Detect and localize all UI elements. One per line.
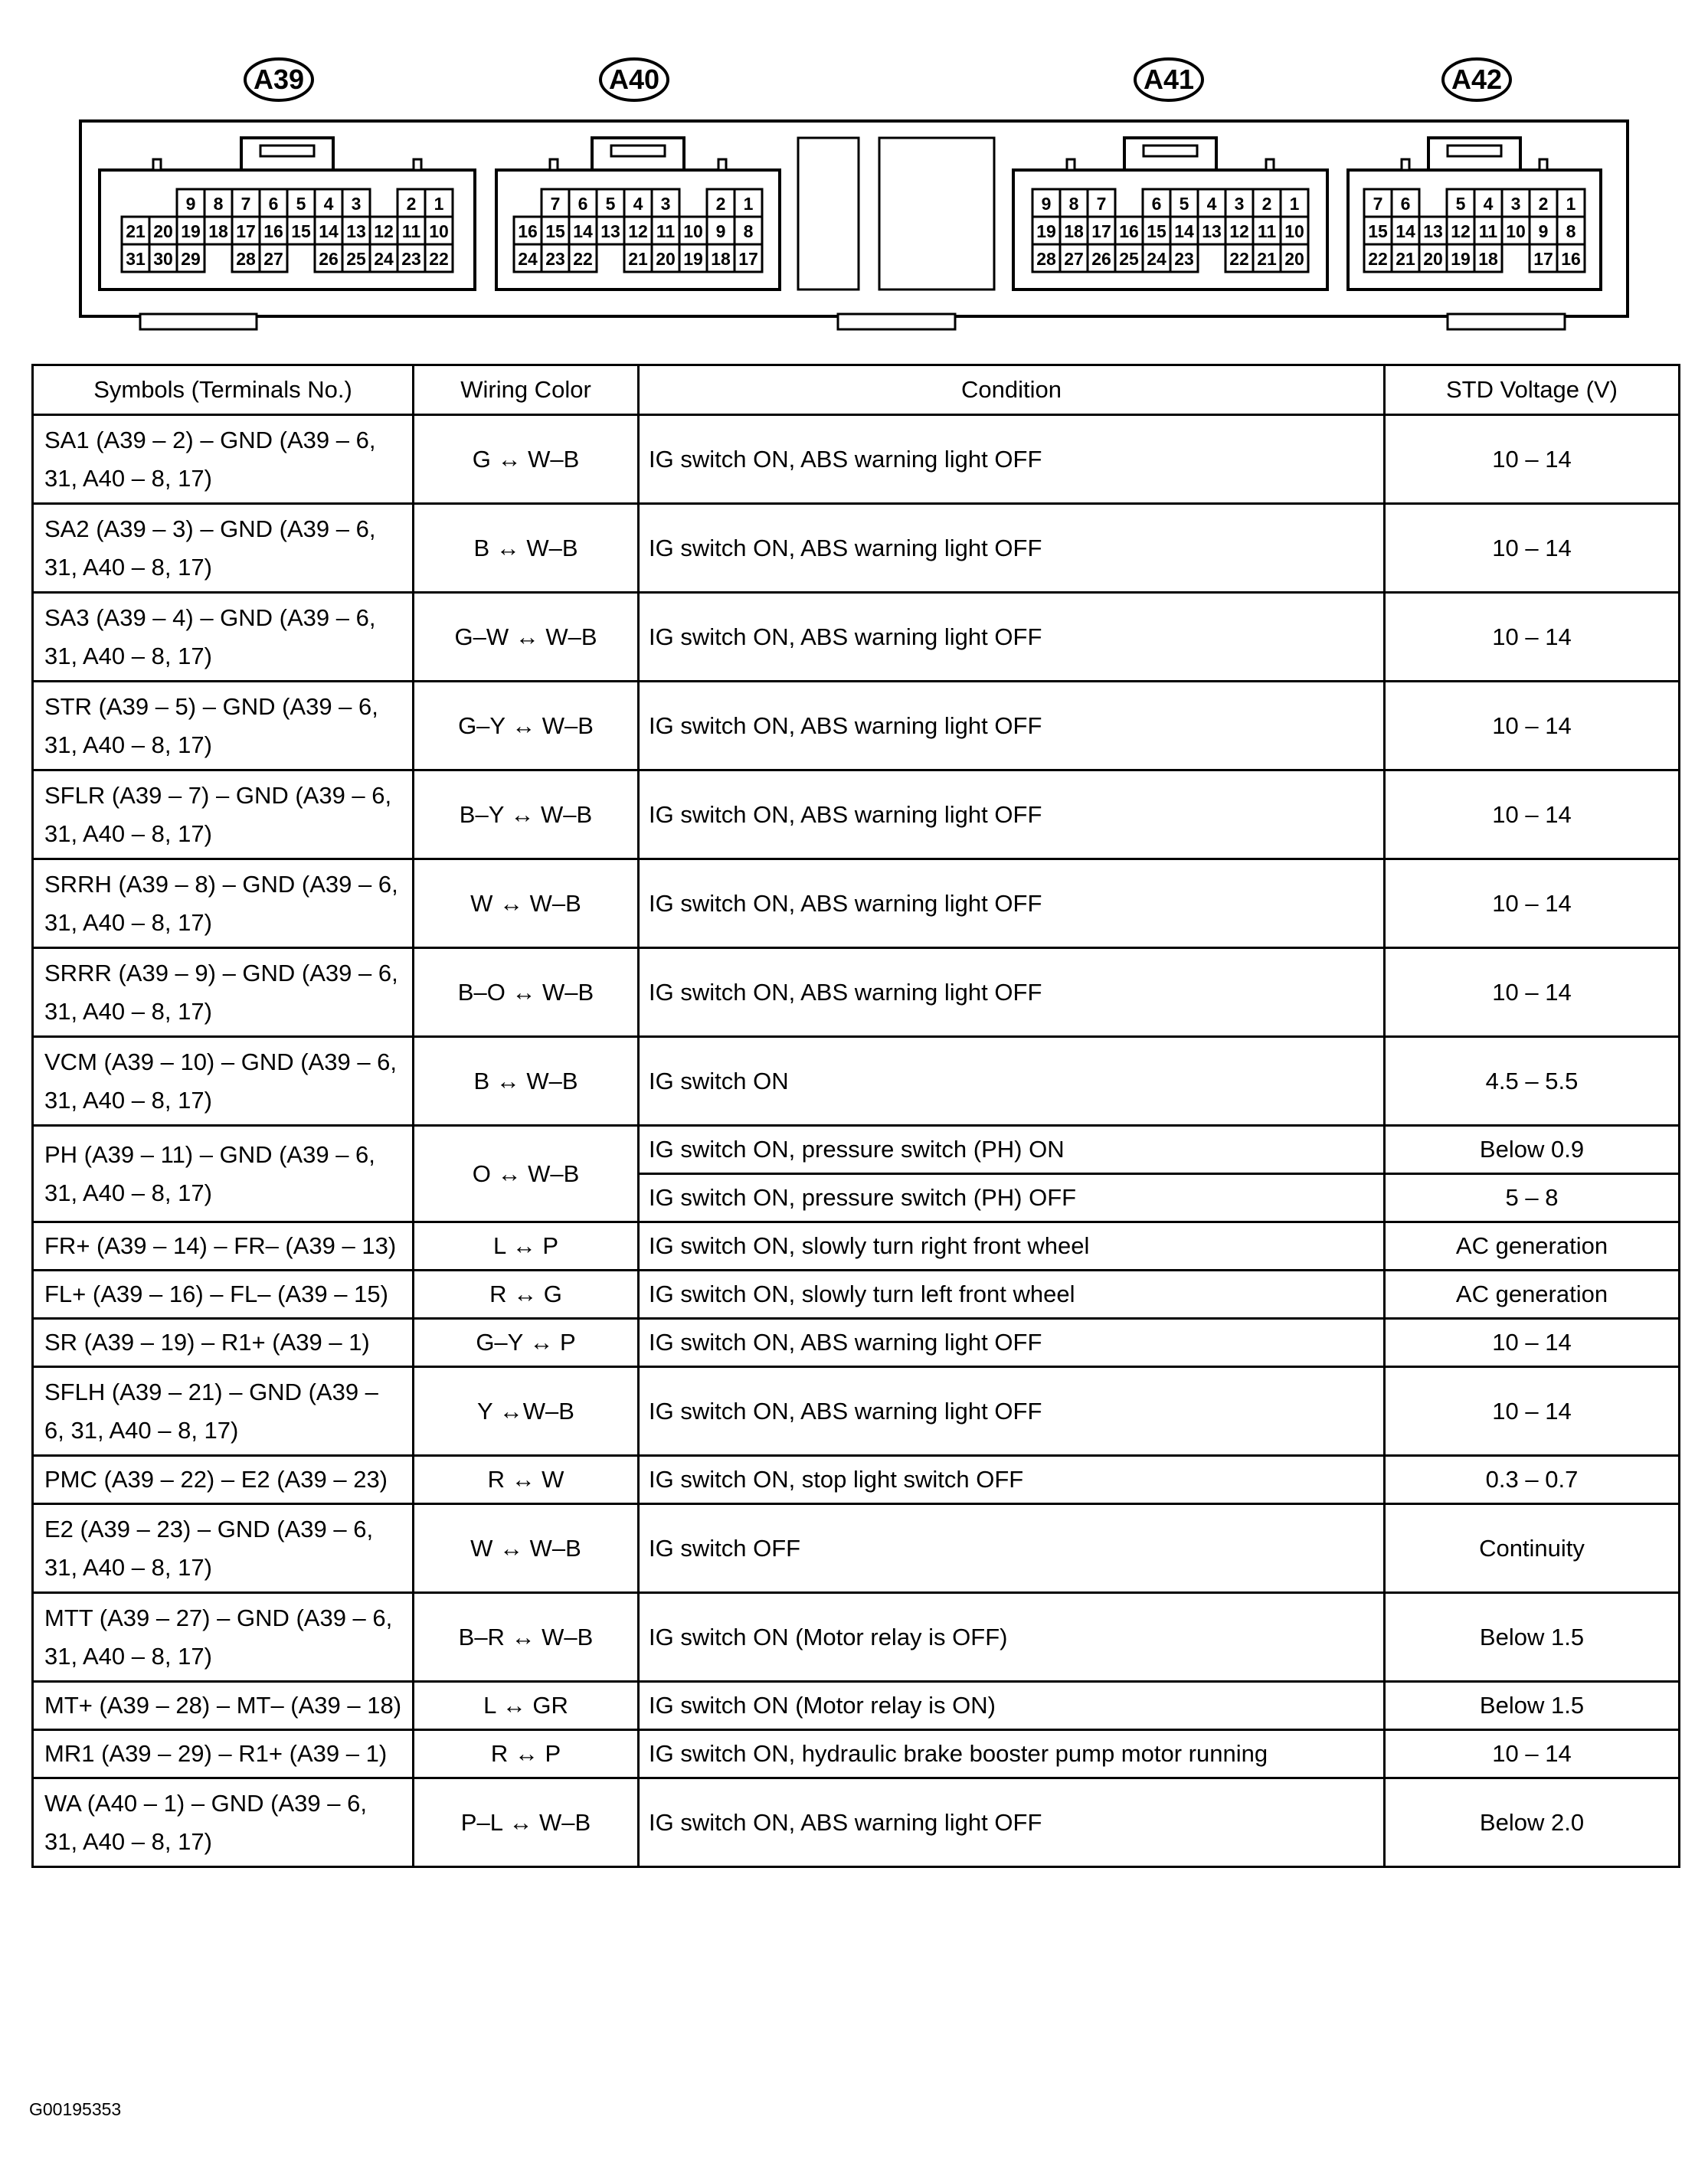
table-row <box>33 1682 1680 1730</box>
terminal-number: 8 <box>1566 221 1576 241</box>
terminal-number: 25 <box>346 249 366 269</box>
cell-wiring-color: G–Y ↔ P <box>414 1319 639 1367</box>
terminal-number: 14 <box>1396 221 1415 241</box>
terminal-number: 9 <box>1041 194 1052 214</box>
cell-std-voltage: 10 – 14 <box>1385 504 1680 593</box>
housing-tab-middle <box>838 314 955 329</box>
terminal-number: 3 <box>660 194 671 214</box>
terminal-number: 6 <box>578 194 588 214</box>
cell-std-voltage: 10 – 14 <box>1385 1730 1680 1778</box>
header-condition: Condition <box>639 365 1385 415</box>
terminal-number: 11 <box>1257 221 1277 241</box>
table-header-row <box>33 365 1680 415</box>
table-row <box>33 1222 1680 1271</box>
connector-diagram <box>0 0 1708 360</box>
terminal-number: 24 <box>518 249 538 269</box>
terminal-number: 11 <box>656 221 676 241</box>
terminal-number: 17 <box>236 221 256 241</box>
cell-symbols: SFLR (A39 – 7) – GND (A39 – 6, 31, A40 – 8, 17) <box>33 770 414 859</box>
cell-symbols: FL+ (A39 – 16) – FL– (A39 – 15) <box>33 1271 414 1319</box>
terminal-number: 26 <box>1091 249 1111 269</box>
table-row <box>33 1778 1680 1867</box>
blank-slot-1 <box>798 138 859 290</box>
terminal-voltage-table <box>31 364 1680 1868</box>
connector-latch-slot <box>1144 146 1197 156</box>
table-row <box>33 1271 1680 1319</box>
cell-symbols: STR (A39 – 5) – GND (A39 – 6, 31, A40 – 8, 17) <box>33 682 414 770</box>
terminal-number: 7 <box>240 194 251 214</box>
terminal-number: 13 <box>1202 221 1222 241</box>
cell-wiring-color: B–O ↔ W–B <box>414 948 639 1037</box>
terminal-number: 10 <box>1284 221 1304 241</box>
table-row <box>33 1319 1680 1367</box>
terminal-number: 23 <box>545 249 565 269</box>
cell-condition: IG switch OFF <box>639 1504 1385 1593</box>
cell-condition: IG switch ON, ABS warning light OFF <box>639 1778 1385 1867</box>
cell-condition: IG switch ON, ABS warning light OFF <box>639 415 1385 504</box>
cell-symbols: MTT (A39 – 27) – GND (A39 – 6, 31, A40 – 8, 17) <box>33 1593 414 1682</box>
terminal-number: 4 <box>323 194 334 214</box>
terminal-number: 29 <box>181 249 201 269</box>
connector-latch-slot <box>611 146 665 156</box>
connector-label: A42 <box>1451 64 1503 95</box>
cell-condition: IG switch ON, ABS warning light OFF <box>639 948 1385 1037</box>
terminal-number: 9 <box>1538 221 1549 241</box>
cell-condition: IG switch ON, ABS warning light OFF <box>639 1367 1385 1456</box>
terminal-number: 16 <box>263 221 283 241</box>
terminal-number: 24 <box>374 249 394 269</box>
terminal-number: 22 <box>1229 249 1249 269</box>
cell-std-voltage: 0.3 – 0.7 <box>1385 1456 1680 1504</box>
terminal-number: 19 <box>1451 249 1471 269</box>
connector-key <box>1266 159 1274 170</box>
connector-latch-slot <box>260 146 314 156</box>
table-row <box>33 859 1680 948</box>
terminal-number: 13 <box>346 221 366 241</box>
terminal-number: 4 <box>633 194 643 214</box>
table-row <box>33 1730 1680 1778</box>
terminal-number: 20 <box>656 249 676 269</box>
terminal-number: 28 <box>236 249 256 269</box>
cell-std-voltage: 10 – 14 <box>1385 948 1680 1037</box>
terminal-number: 15 <box>291 221 311 241</box>
cell-condition: IG switch ON, ABS warning light OFF <box>639 1319 1385 1367</box>
terminal-number: 3 <box>351 194 362 214</box>
terminal-number: 22 <box>573 249 593 269</box>
terminal-number: 2 <box>1538 194 1549 214</box>
cell-symbols: SFLH (A39 – 21) – GND (A39 – 6, 31, A40 – 8, 17) <box>33 1367 414 1456</box>
terminal-number: 10 <box>429 221 449 241</box>
terminal-number: 1 <box>743 194 754 214</box>
cell-condition: IG switch ON, slowly turn right front wheel <box>639 1222 1385 1271</box>
connector-key <box>718 159 726 170</box>
cell-symbols: FR+ (A39 – 14) – FR– (A39 – 13) <box>33 1222 414 1271</box>
terminal-number: 15 <box>545 221 565 241</box>
table-row <box>33 1504 1680 1593</box>
cell-std-voltage: 10 – 14 <box>1385 1319 1680 1367</box>
terminal-number: 12 <box>628 221 648 241</box>
header-symbols: Symbols (Terminals No.) <box>33 365 414 415</box>
connector-latch-slot <box>1448 146 1501 156</box>
terminal-number: 18 <box>1478 249 1498 269</box>
terminal-number: 2 <box>715 194 726 214</box>
cell-wiring-color: B–R ↔ W–B <box>414 1593 639 1682</box>
terminal-number: 30 <box>153 249 173 269</box>
terminal-number: 11 <box>1478 221 1498 241</box>
cell-condition: IG switch ON, ABS warning light OFF <box>639 682 1385 770</box>
cell-symbols: SA2 (A39 – 3) – GND (A39 – 6, 31, A40 – 8, 17) <box>33 504 414 593</box>
cell-wiring-color: W ↔ W–B <box>414 859 639 948</box>
terminal-number: 6 <box>1151 194 1162 214</box>
terminal-number: 21 <box>1396 249 1415 269</box>
terminal-number: 3 <box>1234 194 1245 214</box>
terminal-number: 21 <box>126 221 146 241</box>
cell-std-voltage: 10 – 14 <box>1385 682 1680 770</box>
terminal-number: 13 <box>1423 221 1443 241</box>
terminal-number: 6 <box>1400 194 1411 214</box>
terminal-number: 4 <box>1206 194 1217 214</box>
cell-std-voltage: 10 – 14 <box>1385 593 1680 682</box>
terminal-number: 14 <box>1174 221 1194 241</box>
header-std-voltage: STD Voltage (V) <box>1385 365 1680 415</box>
terminal-number: 14 <box>573 221 593 241</box>
cell-std-voltage: AC generation <box>1385 1222 1680 1271</box>
cell-wiring-color: B ↔ W–B <box>414 504 639 593</box>
cell-condition: IG switch ON, hydraulic brake booster pump motor running <box>639 1730 1385 1778</box>
cell-wiring-color: R ↔ W <box>414 1456 639 1504</box>
table-row <box>33 682 1680 770</box>
terminal-number: 17 <box>1091 221 1111 241</box>
cell-std-voltage: Continuity <box>1385 1504 1680 1593</box>
terminal-number: 27 <box>263 249 283 269</box>
terminal-number: 7 <box>1096 194 1107 214</box>
terminal-number: 27 <box>1064 249 1084 269</box>
cell-condition: IG switch ON, stop light switch OFF <box>639 1456 1385 1504</box>
terminal-number: 4 <box>1483 194 1494 214</box>
blank-slot-2 <box>879 138 994 290</box>
cell-std-voltage: Below 0.9 <box>1385 1126 1680 1174</box>
terminal-number: 18 <box>1064 221 1084 241</box>
connector-a42 <box>1348 59 1601 290</box>
cell-std-voltage: Below 1.5 <box>1385 1593 1680 1682</box>
terminal-number: 15 <box>1147 221 1166 241</box>
cell-std-voltage: Below 2.0 <box>1385 1778 1680 1867</box>
cell-symbols: SR (A39 – 19) – R1+ (A39 – 1) <box>33 1319 414 1367</box>
table-row <box>33 770 1680 859</box>
cell-std-voltage: 4.5 – 5.5 <box>1385 1037 1680 1126</box>
cell-symbols: SRRR (A39 – 9) – GND (A39 – 6, 31, A40 – 8, 17) <box>33 948 414 1037</box>
terminal-number: 15 <box>1368 221 1388 241</box>
cell-std-voltage: Below 1.5 <box>1385 1682 1680 1730</box>
terminal-number: 25 <box>1119 249 1139 269</box>
cell-wiring-color: R ↔ P <box>414 1730 639 1778</box>
terminal-number: 12 <box>374 221 394 241</box>
terminal-number: 31 <box>126 249 146 269</box>
table-row <box>33 1593 1680 1682</box>
cell-symbols: SRRH (A39 – 8) – GND (A39 – 6, 31, A40 – 8, 17) <box>33 859 414 948</box>
terminal-number: 16 <box>518 221 538 241</box>
terminal-number: 7 <box>550 194 561 214</box>
cell-condition: IG switch ON, slowly turn left front wheel <box>639 1271 1385 1319</box>
cell-symbols: E2 (A39 – 23) – GND (A39 – 6, 31, A40 – 8, 17) <box>33 1504 414 1593</box>
cell-symbols: WA (A40 – 1) – GND (A39 – 6, 31, A40 – 8, 17) <box>33 1778 414 1867</box>
connector-a40 <box>496 59 780 290</box>
cell-std-voltage: 10 – 14 <box>1385 1367 1680 1456</box>
terminal-number: 21 <box>1257 249 1277 269</box>
header-wiring-color: Wiring Color <box>414 365 639 415</box>
terminal-number: 8 <box>1068 194 1079 214</box>
connector-label: A41 <box>1143 64 1195 95</box>
terminal-number: 2 <box>1261 194 1272 214</box>
terminal-number: 18 <box>208 221 228 241</box>
connector-label: A40 <box>608 64 660 95</box>
connector-key <box>1402 159 1409 170</box>
terminal-number: 13 <box>600 221 620 241</box>
terminal-number: 9 <box>715 221 726 241</box>
terminal-number: 12 <box>1229 221 1249 241</box>
terminal-number: 22 <box>1368 249 1388 269</box>
cell-wiring-color: R ↔ G <box>414 1271 639 1319</box>
cell-wiring-color: B–Y ↔ W–B <box>414 770 639 859</box>
connector-label: A39 <box>253 64 305 95</box>
cell-condition: IG switch ON, pressure switch (PH) OFF <box>639 1174 1385 1222</box>
terminal-number: 17 <box>738 249 758 269</box>
cell-wiring-color: P–L ↔ W–B <box>414 1778 639 1867</box>
terminal-number: 12 <box>1451 221 1471 241</box>
connector-key <box>153 159 161 170</box>
terminal-number: 16 <box>1119 221 1139 241</box>
cell-std-voltage: 5 – 8 <box>1385 1174 1680 1222</box>
terminal-number: 10 <box>683 221 703 241</box>
cell-symbols: VCM (A39 – 10) – GND (A39 – 6, 31, A40 – 8, 17) <box>33 1037 414 1126</box>
figure-id: G00195353 <box>29 2099 122 2119</box>
cell-wiring-color: G ↔ W–B <box>414 415 639 504</box>
cell-wiring-color: O ↔ W–B <box>414 1126 639 1222</box>
connector-key <box>1067 159 1075 170</box>
terminal-number: 1 <box>1289 194 1300 214</box>
housing-tab-right <box>1448 314 1565 329</box>
connector-key <box>1539 159 1547 170</box>
terminal-number: 17 <box>1533 249 1553 269</box>
cell-condition: IG switch ON (Motor relay is OFF) <box>639 1593 1385 1682</box>
terminal-number: 9 <box>185 194 196 214</box>
terminal-number: 20 <box>1284 249 1304 269</box>
terminal-number: 23 <box>401 249 421 269</box>
cell-condition: IG switch ON, ABS warning light OFF <box>639 859 1385 948</box>
terminal-number: 1 <box>1566 194 1576 214</box>
terminal-number: 1 <box>434 194 444 214</box>
terminal-number: 5 <box>605 194 616 214</box>
cell-std-voltage: AC generation <box>1385 1271 1680 1319</box>
cell-wiring-color: Y ↔W–B <box>414 1367 639 1456</box>
cell-wiring-color: G–Y ↔ W–B <box>414 682 639 770</box>
cell-symbols: SA3 (A39 – 4) – GND (A39 – 6, 31, A40 – 8, 17) <box>33 593 414 682</box>
terminal-number: 18 <box>711 249 731 269</box>
cell-wiring-color: W ↔ W–B <box>414 1504 639 1593</box>
terminal-number: 24 <box>1147 249 1166 269</box>
terminal-number: 5 <box>1179 194 1189 214</box>
housing-tab-left <box>140 314 257 329</box>
connector-key <box>414 159 421 170</box>
cell-wiring-color: L ↔ P <box>414 1222 639 1271</box>
terminal-number: 21 <box>628 249 648 269</box>
table-row <box>33 948 1680 1037</box>
terminal-number: 5 <box>296 194 306 214</box>
table-row <box>33 1456 1680 1504</box>
terminal-number: 8 <box>743 221 754 241</box>
terminal-number: 19 <box>181 221 201 241</box>
cell-condition: IG switch ON <box>639 1037 1385 1126</box>
cell-wiring-color: B ↔ W–B <box>414 1037 639 1126</box>
cell-std-voltage: 10 – 14 <box>1385 859 1680 948</box>
terminal-number: 3 <box>1510 194 1521 214</box>
cell-condition: IG switch ON, ABS warning light OFF <box>639 504 1385 593</box>
table-row <box>33 1126 1680 1174</box>
connector-a39 <box>100 59 475 290</box>
table-row <box>33 504 1680 593</box>
terminal-number: 6 <box>268 194 279 214</box>
terminal-number: 5 <box>1455 194 1466 214</box>
terminal-number: 16 <box>1561 249 1581 269</box>
terminal-number: 19 <box>683 249 703 269</box>
cell-symbols: MR1 (A39 – 29) – R1+ (A39 – 1) <box>33 1730 414 1778</box>
terminal-number: 10 <box>1506 221 1526 241</box>
table-row <box>33 1367 1680 1456</box>
table-row <box>33 415 1680 504</box>
cell-wiring-color: G–W ↔ W–B <box>414 593 639 682</box>
connector-key <box>550 159 558 170</box>
cell-std-voltage: 10 – 14 <box>1385 415 1680 504</box>
terminal-number: 2 <box>406 194 417 214</box>
cell-condition: IG switch ON (Motor relay is ON) <box>639 1682 1385 1730</box>
terminal-number: 8 <box>213 194 224 214</box>
cell-condition: IG switch ON, ABS warning light OFF <box>639 770 1385 859</box>
cell-symbols: MT+ (A39 – 28) – MT– (A39 – 18) <box>33 1682 414 1730</box>
cell-symbols: PMC (A39 – 22) – E2 (A39 – 23) <box>33 1456 414 1504</box>
terminal-number: 14 <box>319 221 339 241</box>
terminal-number: 20 <box>153 221 173 241</box>
terminal-number: 7 <box>1373 194 1383 214</box>
terminal-number: 28 <box>1036 249 1056 269</box>
terminal-number: 26 <box>319 249 339 269</box>
cell-std-voltage: 10 – 14 <box>1385 770 1680 859</box>
table-row <box>33 1037 1680 1126</box>
terminal-number: 19 <box>1036 221 1056 241</box>
cell-condition: IG switch ON, ABS warning light OFF <box>639 593 1385 682</box>
connector-a41 <box>1013 59 1327 290</box>
cell-wiring-color: L ↔ GR <box>414 1682 639 1730</box>
cell-symbols: SA1 (A39 – 2) – GND (A39 – 6, 31, A40 – 8, 17) <box>33 415 414 504</box>
table-row <box>33 593 1680 682</box>
terminal-number: 20 <box>1423 249 1443 269</box>
terminal-number: 22 <box>429 249 449 269</box>
cell-condition: IG switch ON, pressure switch (PH) ON <box>639 1126 1385 1174</box>
cell-symbols: PH (A39 – 11) – GND (A39 – 6, 31, A40 – 8, 17) <box>33 1126 414 1222</box>
terminal-number: 23 <box>1174 249 1194 269</box>
terminal-number: 11 <box>401 221 421 241</box>
